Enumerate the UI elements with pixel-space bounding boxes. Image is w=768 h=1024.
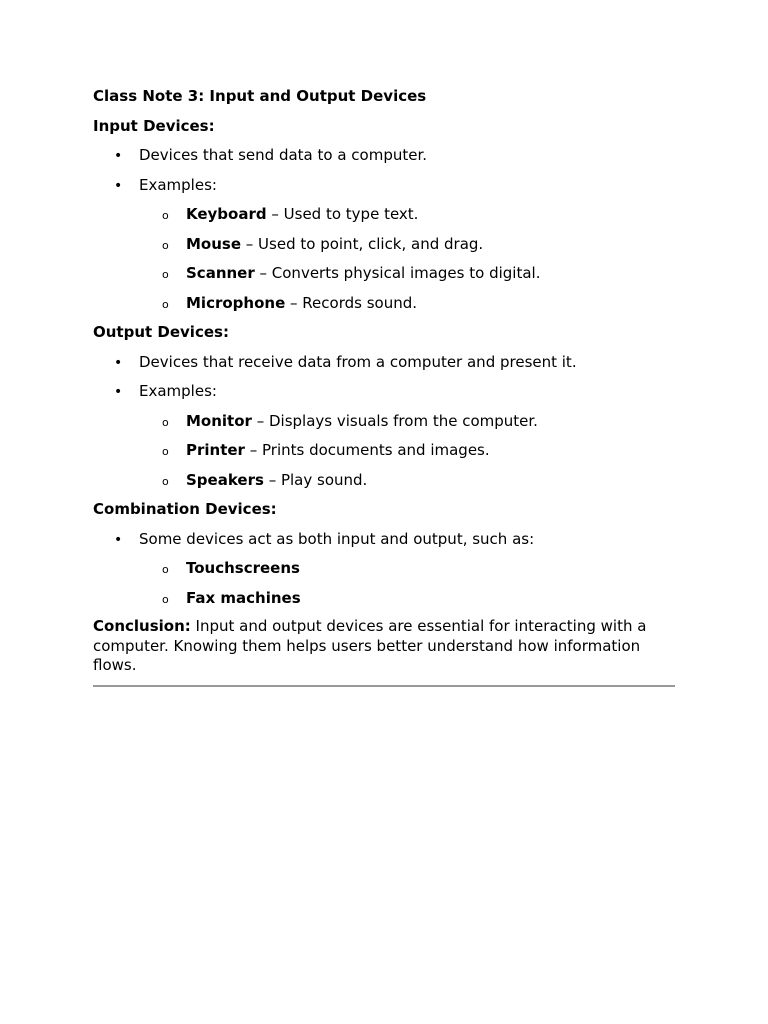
device-term: Touchscreens	[186, 559, 300, 577]
sub-bullet-icon: o	[162, 238, 169, 252]
device-term: Microphone	[186, 293, 286, 312]
list-item-text: Examples:	[139, 382, 217, 400]
sub-bullet-icon: o	[162, 415, 169, 429]
list-item	[93, 470, 675, 490]
sub-bullet-icon: o	[162, 563, 169, 576]
list-item-text: Examples:	[139, 175, 217, 194]
list-item	[93, 145, 675, 165]
list-item	[93, 529, 675, 549]
output-devices-heading: Output Devices:	[93, 323, 229, 341]
combination-devices-list	[93, 529, 675, 608]
list-item	[93, 204, 675, 224]
list-item	[93, 411, 675, 431]
sub-bullet-icon: o	[162, 445, 169, 458]
list-item	[93, 175, 675, 195]
combination-devices-heading: Combination Devices:	[93, 500, 277, 518]
conclusion-label: Conclusion:	[93, 617, 191, 635]
list-item-text: Some devices act as both input and output, such as:	[139, 529, 535, 548]
device-description: – Play sound.	[263, 470, 368, 489]
output-devices-list	[93, 352, 675, 490]
bullet-icon: •	[114, 148, 123, 164]
conclusion-paragraph	[93, 617, 675, 676]
sub-bullet-icon: o	[162, 592, 169, 606]
sub-bullet-icon: o	[162, 209, 169, 222]
device-description: – Used to point, click, and drag.	[241, 234, 484, 253]
list-item	[93, 381, 675, 401]
bullet-icon: •	[114, 177, 123, 194]
device-term: Printer	[186, 441, 245, 459]
list-item	[93, 558, 675, 578]
device-term: Scanner	[186, 264, 255, 282]
device-description: – Displays visuals from the computer.	[251, 411, 538, 430]
sub-bullet-icon: o	[162, 474, 169, 488]
list-item	[93, 440, 675, 460]
device-term: Mouse	[186, 234, 242, 253]
list-item-text: Devices that send data to a computer.	[139, 146, 428, 164]
horizontal-rule	[93, 685, 675, 687]
device-description: – Prints documents and images.	[244, 441, 490, 459]
list-item-text: Devices that receive data from a computer and present it.	[139, 352, 577, 371]
list-item	[93, 588, 675, 608]
device-description: – Converts physical images to digital.	[254, 264, 541, 282]
device-term: Fax machines	[186, 588, 301, 607]
device-description: – Used to type text.	[266, 205, 419, 223]
list-item	[93, 263, 675, 283]
document-body	[93, 86, 675, 676]
conclusion-text: Input and output devices are essential for interacting with a computer. Knowing them helps users better understand how information flows.	[93, 617, 647, 674]
device-term: Monitor	[186, 411, 252, 430]
bullet-icon: •	[114, 531, 123, 548]
bullet-icon: •	[114, 354, 123, 371]
bullet-icon: •	[114, 384, 123, 400]
device-term: Keyboard	[186, 205, 267, 223]
list-item	[93, 234, 675, 254]
device-term: Speakers	[186, 470, 264, 489]
list-item	[93, 293, 675, 313]
document-title: Class Note 3: Input and Output Devices	[93, 87, 427, 105]
list-item	[93, 352, 675, 372]
sub-bullet-icon: o	[162, 268, 169, 281]
input-devices-heading: Input Devices:	[93, 116, 215, 135]
device-description: – Records sound.	[285, 293, 417, 312]
input-devices-list	[93, 145, 675, 313]
sub-bullet-icon: o	[162, 297, 169, 311]
